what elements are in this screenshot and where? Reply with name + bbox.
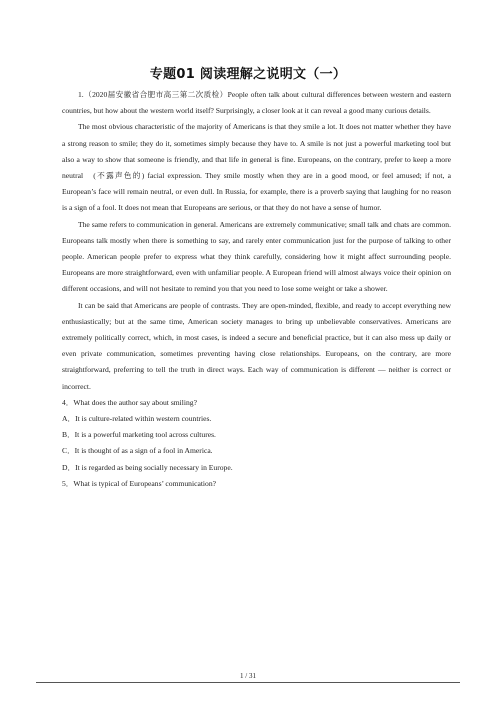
question-4-option-a: A．It is culture-related within western countries. [62,414,212,424]
passage-paragraph-2: The most obvious characteristic of the majority of Americans is that they smile a lot. It does not matter whether they have a strong reason to smile; they do it, sometimes simply because they have to. A smile is not just a powerful marketing tool but also a way to show that someone is friendly, and that life in general is fine. Europeans, on the contrary, prefer to keep a more neutral (不露声色的) facial expression. They smile mostly when they are in a good mood, or feel amused; if not, a European’s face will remain neutral, or even dull. In Russia, for example, there is a proverb saying that laughing for no reason is a sign of a fool. It does not mean that Europeans are serious, or that they do not have a sense of humor. [62,122,451,213]
footer-divider [36,682,460,683]
passage-paragraph-4: It can be said that Americans are people of contrasts. They are open-minded, flexible, and ready to accept everything new enthusiastically; but at the same time, American society manages to bring up unbelievable conservatives. Americans are extremely politically correct, which, in most cases, is indeed a secure and beneficial practice, but it can also mess up daily or even private communication, sometimes preventing having close relationships. Europeans, on the contrary, are more straightforward, preferring to tell the truth in direct ways. Each way of communication is different — neither is correct or incorrect. [62,300,451,391]
passage-paragraph-3: The same refers to communication in general. Americans are extremely communicative; small talk and chats are common. Europeans talk mostly when there is something to say, and rarely enter communication just for the purpose of talking to other people. American people prefer to express what they think carefully, considering how it might affect surrounding people. Europeans are more straightforward, even with unfamiliar people. A European friend will almost always voice their opinion on different occasions, and will not hesitate to remind you that you need to lose some weight or take a shower. [62,219,451,294]
question-4-option-b: B．It is a powerful marketing tool across cultures. [62,430,216,440]
passage-paragraph-1: 1.（2020届安徽省合肥市高三第二次质检）People often talk about cultural differences between western and eastern countries, but how about the western world itself? Surprisingly, a closer look at it can reveal a good many curious details. [62,90,451,116]
page-title: 专题01 阅读理解之说明文（一） [149,67,347,82]
passage-body [62,87,451,492]
question-4-option-c: C．It is thought of as a sign of a fool in America. [62,446,213,456]
question-5: 5．What is typical of Europeans’ communication? [62,478,217,488]
question-4-option-d: D．It is regarded as being socially necessary in Europe. [62,462,233,472]
page-number: 1 / 31 [240,672,256,680]
question-4: 4．What does the author say about smiling? [62,397,197,407]
